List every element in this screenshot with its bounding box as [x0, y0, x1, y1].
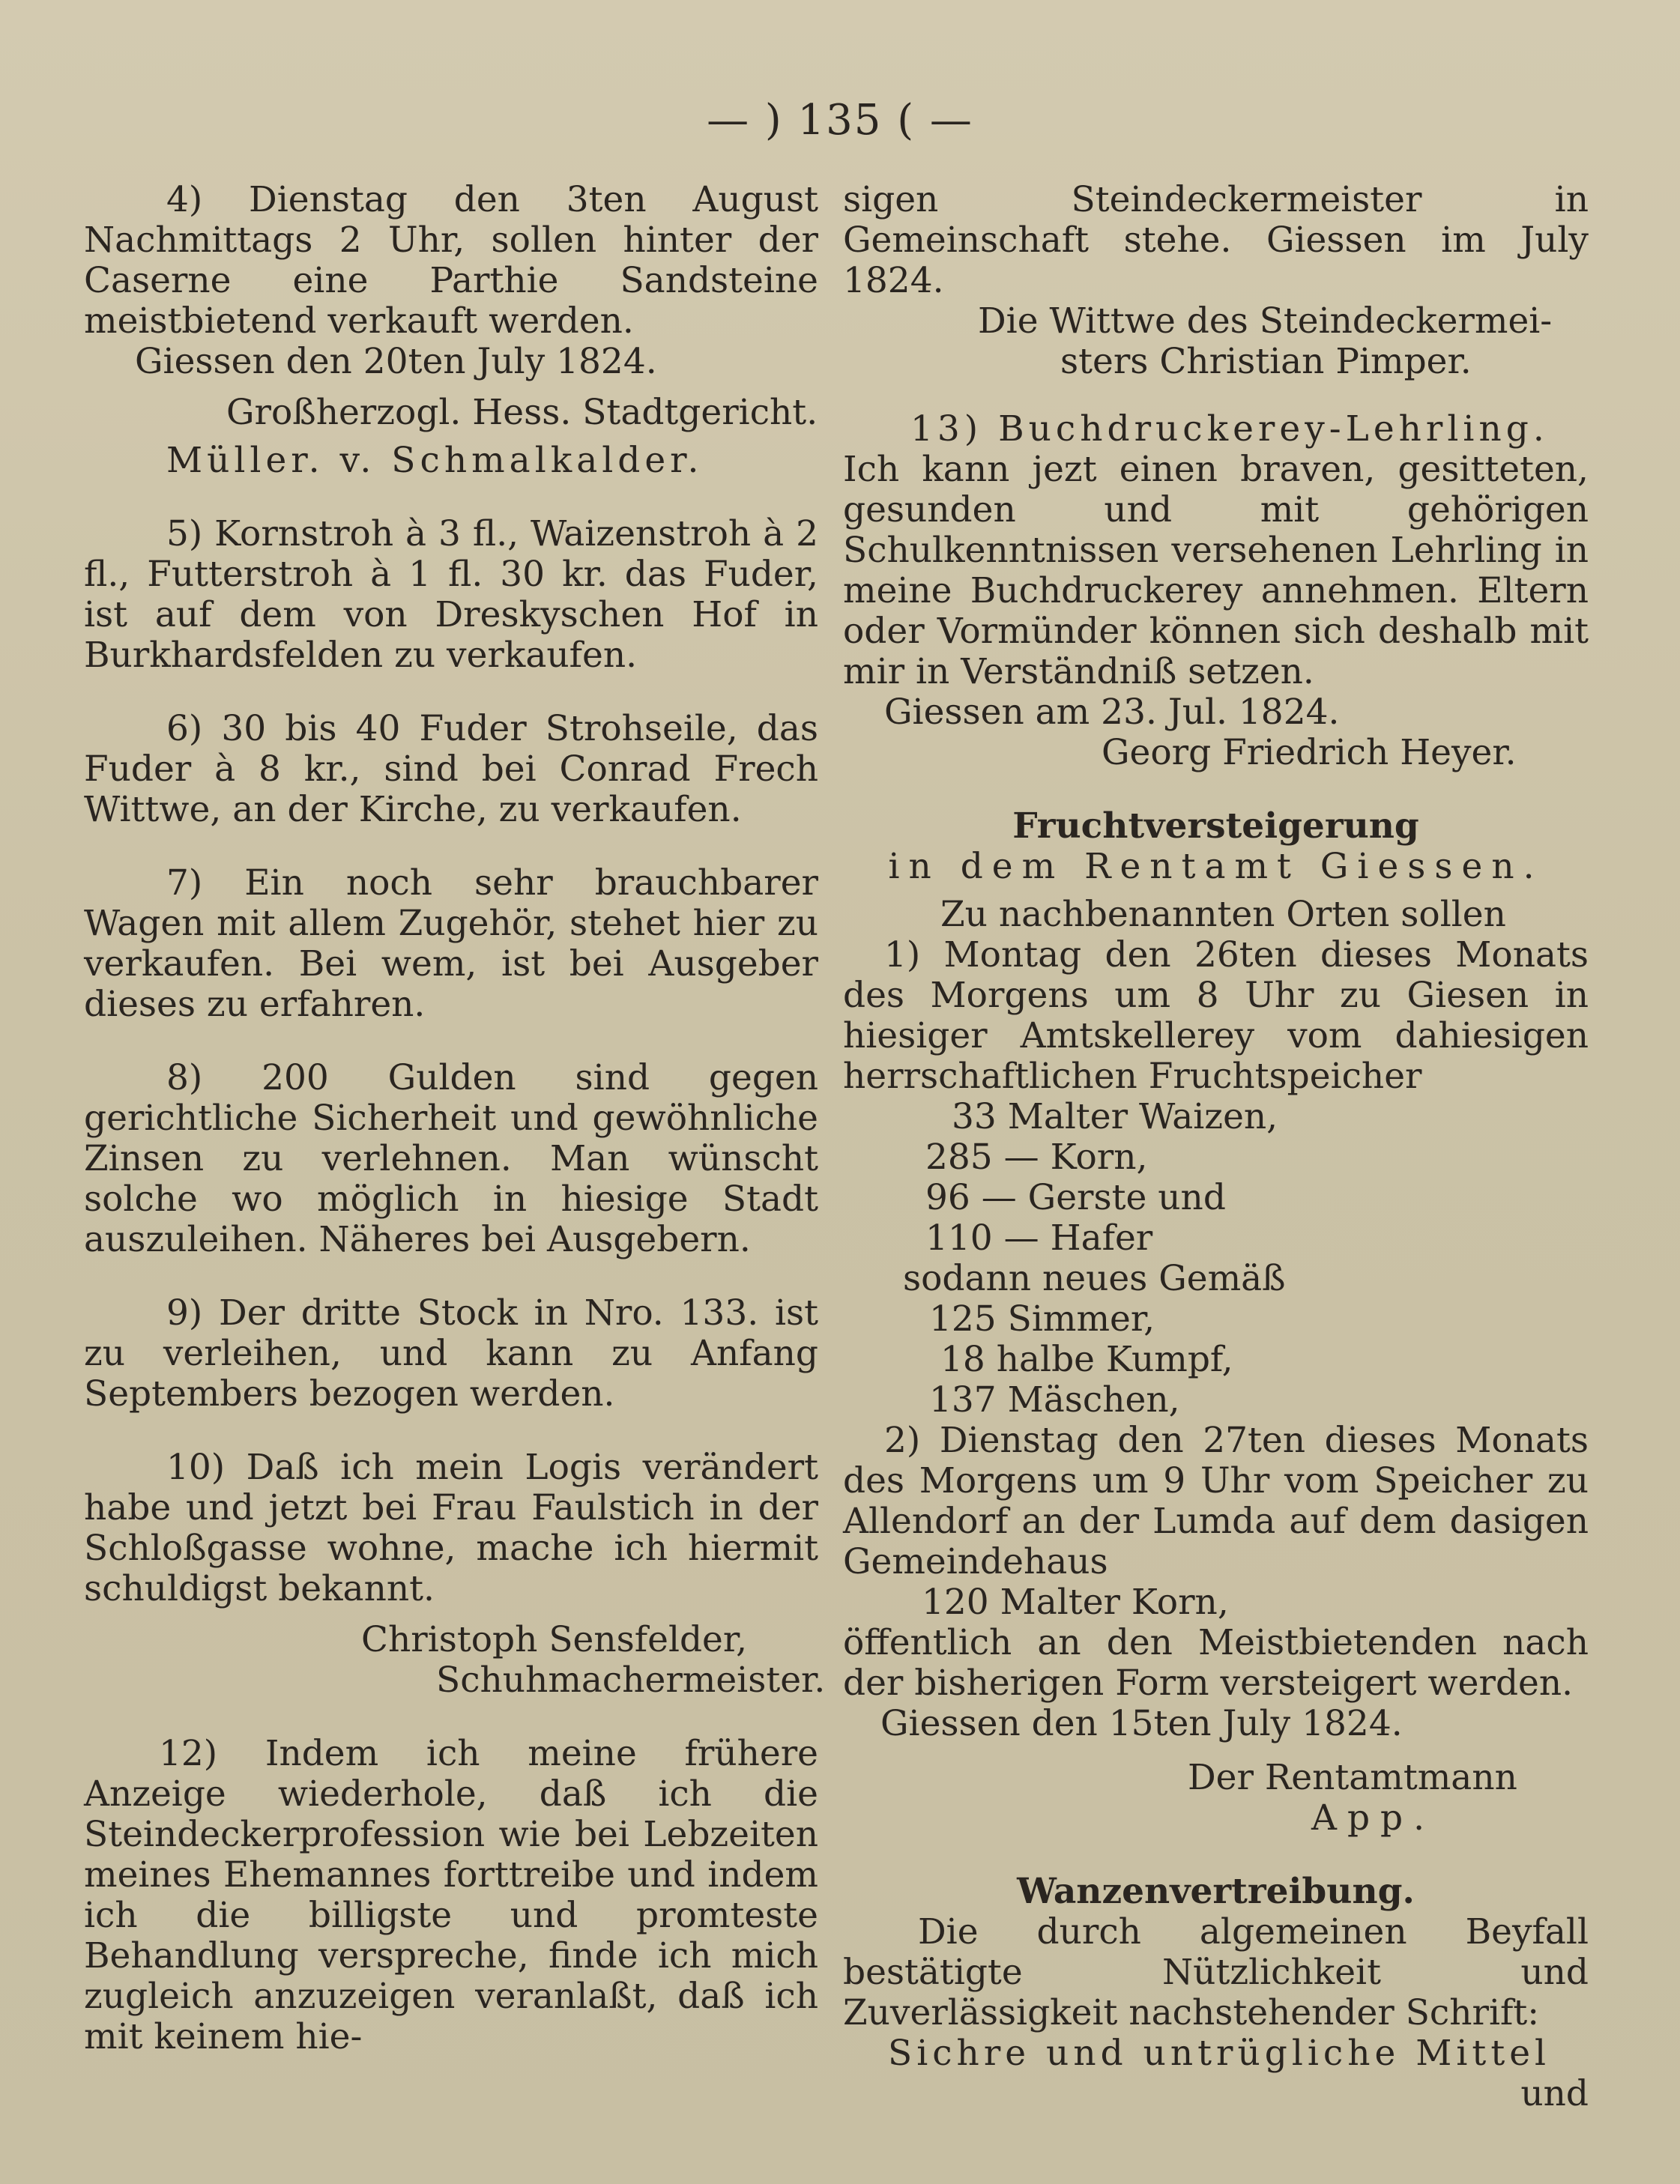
- page-number: — ) 135 ( —: [707, 96, 973, 145]
- right-column: [843, 180, 1589, 2114]
- grain-list-item: 96 — Gerste und: [925, 1177, 1226, 1218]
- measure-heading: sodann neues Gemäß: [903, 1258, 1286, 1299]
- grain-list-item: 110 — Hafer: [925, 1217, 1153, 1259]
- notice-13-body: Ich kann jezt einen braven, gesitteten, gesunden und mit gehörigen Schulkenntnissen versehenen Lehrling in meine Buchdruckerey annehmen. Eltern oder Vormünder können sich deshalb mit mir in Verständniß setzen.: [843, 449, 1589, 692]
- bedbug-body: Die durch algemeinen Beyfall bestätigte Nützlichkeit und Zuverlässigkeit nachstehender Schrift:: [843, 1911, 1589, 2033]
- fruit-auction-signature-name: App.: [1311, 1797, 1436, 1839]
- notice-13-signature: Georg Friedrich Heyer.: [1102, 732, 1517, 773]
- grain-list-item: 33 Malter Waizen,: [952, 1096, 1278, 1137]
- notice-13-title: 13) Buchdruckerey-Lehrling.: [910, 408, 1549, 450]
- fruit-auction-subheading: in dem Rentamt Giessen.: [888, 846, 1544, 887]
- left-column: [84, 179, 826, 2057]
- notice-6: 6) 30 bis 40 Fuder Strohseile, das Fuder à 8 kr., sind bei Conrad Frech Wittwe, an der Kirche, zu verkaufen.: [84, 708, 818, 830]
- notice-5: 5) Kornstroh à 3 fl., Waizenstroh à 2 fl., Futterstroh à 1 fl. 30 kr. das Fuder, ist auf dem von Dreskyschen Hof in Burkhardsfelden zu verkaufen.: [84, 513, 818, 676]
- measure-list-item: 18 halbe Kumpf,: [940, 1339, 1233, 1380]
- notice-12-signature-2: sters Christian Pimper.: [1060, 341, 1472, 382]
- notice-8: 8) 200 Gulden sind gegen gerichtliche Sicherheit und gewöhnliche Zinsen zu verlehnen. Man wünscht solche wo möglich in hiesige Stadt auszuleihen. Näheres bei Ausgebern.: [84, 1057, 818, 1260]
- notice-9: 9) Der dritte Stock in Nro. 133. ist zu verleihen, und kann zu Anfang Septembers bezogen werden.: [84, 1292, 818, 1415]
- catchword: und: [1520, 2073, 1589, 2114]
- notice-12-signature-1: Die Wittwe des Steindeckermei-: [978, 300, 1553, 342]
- notice-4: 4) Dienstag den 3ten August Nachmittags 2 Uhr, sollen hinter der Caserne eine Parthie Sandsteine meistbietend verkauft werden.: [84, 179, 818, 342]
- fruit-auction-item-1: 1) Montag den 26ten dieses Monats des Morgens um 8 Uhr zu Giesen in hiesiger Amtskellerey vom dahiesigen herrschaftlichen Fruchtspeicher: [843, 934, 1589, 1097]
- notice-13-date: Giessen am 23. Jul. 1824.: [884, 692, 1340, 733]
- notice-4-date: Giessen den 20ten July 1824.: [135, 341, 657, 382]
- notice-10-signature-name: Christoph Sensfelder,: [361, 1619, 748, 1660]
- notice-4-authority: Großherzogl. Hess. Stadtgericht.: [226, 392, 818, 433]
- grain-list-item: 120 Malter Korn,: [922, 1582, 1229, 1623]
- notice-7: 7) Ein noch sehr brauchbarer Wagen mit allem Zugehör, stehet hier zu verkaufen. Bei wem, ist bei Ausgeber dieses zu erfahren.: [84, 862, 818, 1025]
- notice-12-continued: sigen Steindeckermeister in Gemeinschaft stehe. Giessen im July 1824.: [843, 179, 1589, 301]
- fruit-auction-heading: Fruchtversteigerung: [1012, 805, 1419, 847]
- bedbug-book-title: Sichre und untrügliche Mittel: [888, 2033, 1551, 2074]
- fruit-auction-intro: Zu nachbenannten Orten sollen: [940, 894, 1506, 935]
- measure-list-item: 137 Mäschen,: [929, 1379, 1180, 1421]
- notice-12: 12) Indem ich meine frühere Anzeige wiederhole, daß ich die Steindeckerprofession wie bei Lebzeiten meines Ehemannes forttreibe und indem ich die billigste und promteste Behandlung verspreche, finde ich mich zugleich anzuzeigen veranlaßt, daß ich mit keinem hie-: [84, 1733, 818, 2057]
- fruit-auction-signature-title: Der Rentamtmann: [1188, 1757, 1517, 1798]
- fruit-auction-closing: öffentlich an den Meistbietenden nach der bisherigen Form versteigert werden.: [843, 1622, 1589, 1704]
- notice-4-signatories: Müller. v. Schmalkalder.: [166, 440, 704, 481]
- fruit-auction-date: Giessen den 15ten July 1824.: [880, 1703, 1403, 1744]
- measure-list-item: 125 Simmer,: [929, 1298, 1155, 1340]
- fruit-auction-item-2: 2) Dienstag den 27ten dieses Monats des Morgens um 9 Uhr vom Speicher zu Allendorf an der Lumda auf dem dasigen Gemeindehaus: [843, 1420, 1589, 1582]
- notice-10-signature-title: Schuhmachermeister.: [436, 1660, 826, 1701]
- notice-10: 10) Daß ich mein Logis verändert habe und jetzt bei Frau Faulstich in der Schloßgasse wohne, mache ich hiermit schuldigst bekannt.: [84, 1447, 818, 1609]
- grain-list-item: 285 — Korn,: [925, 1137, 1148, 1178]
- bedbug-heading: Wanzenvertreibung.: [1017, 1871, 1415, 1912]
